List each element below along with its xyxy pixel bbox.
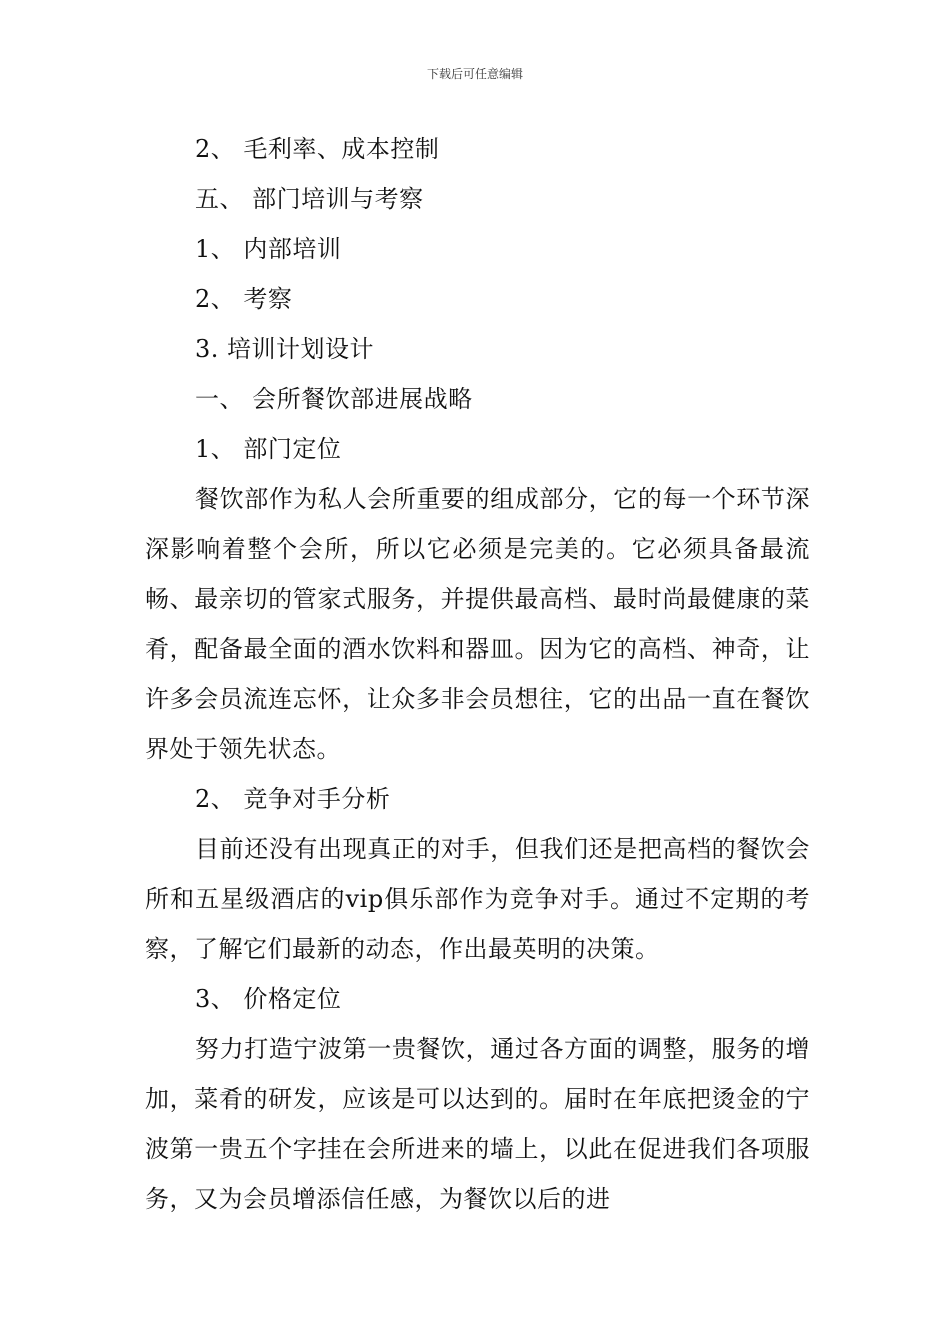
paragraph-positioning: 餐饮部作为私人会所重要的组成部分，它的每一个环节深深影响着整个会所，所以它必须是完美的。它必须具备最流畅、最亲切的管家式服务，并提供最高档、最时尚最健康的菜肴，配备最全面的酒水饮料和器皿。因为它的高档、神奇，让许多会员流连忘怀，让众多非会员想往，它的出品一直在餐饮界处于领先状态。 [145,485,810,763]
list-item-internal-training: 1、 内部培训 [195,235,342,263]
page-header: 下载后可任意编辑 [426,67,523,81]
section-heading-strategy: 一、 会所餐饮部进展战略 [195,385,473,413]
list-item-department-positioning: 1、 部门定位 [195,435,342,463]
list-item-gross-margin: 2、 毛利率、成本控制 [195,135,440,163]
paragraph-competitors: 目前还没有出现真正的对手，但我们还是把高档的餐饮会所和五星级酒店的vip俱乐部作为竞争对手。通过不定期的考察，了解它们最新的动态，作出最英明的决策。 [145,835,810,963]
list-item-price-positioning: 3、 价格定位 [195,985,342,1013]
list-item-training-plan: 3. 培训计划设计 [195,335,375,363]
document-body [145,124,810,1224]
paragraph-pricing: 努力打造宁波第一贵餐饮，通过各方面的调整，服务的增加，菜肴的研发，应该是可以达到的。届时在年底把烫金的宁波第一贵五个字挂在会所进来的墙上，以此在促进我们各项服务，又为会员增添信任感，为餐饮以后的进 [145,1035,810,1213]
section-heading-training: 五、 部门培训与考察 [195,185,424,213]
list-item-competitor-analysis: 2、 竞争对手分析 [195,785,391,813]
list-item-inspection: 2、 考察 [195,285,293,313]
